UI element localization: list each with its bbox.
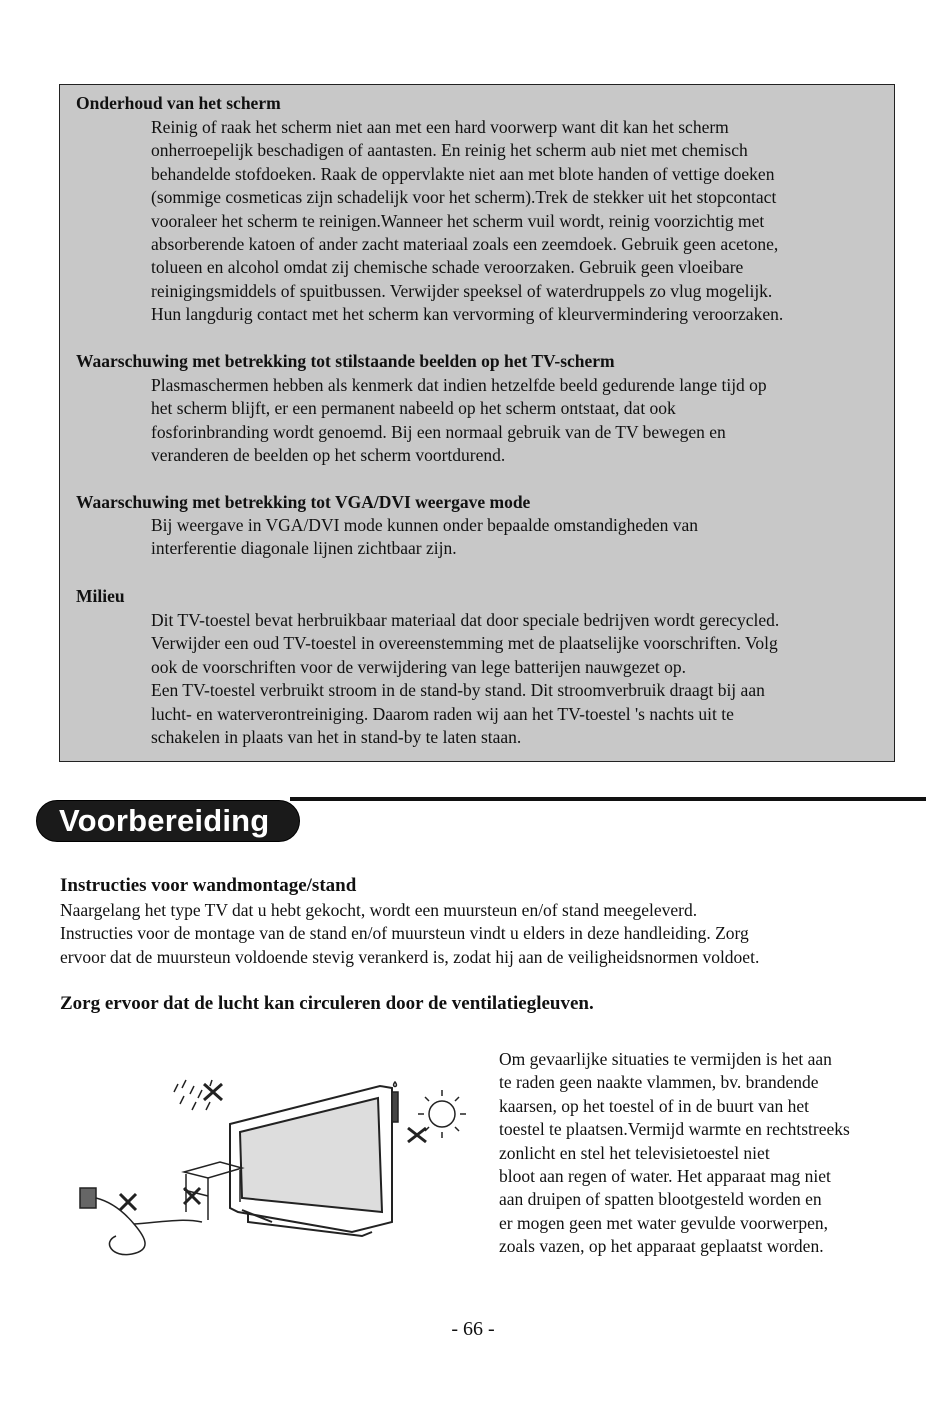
text-line: het scherm blijft, er een permanent nabeeld op het scherm ontstaat, dat ook [151, 398, 676, 419]
text-line: onherroepelijk beschadigen of aantasten. En reinig het scherm aub niet met chemisch [151, 140, 748, 161]
ventilation-title: Zorg ervoor dat de lucht kan circuleren door de ventilatiegleuven. [60, 993, 594, 1014]
section-body-static-images [151, 374, 891, 468]
wall-mount-body [60, 899, 890, 969]
section-body-vga-dvi [151, 514, 891, 561]
text-line: te raden geen naakte vlammen, bv. brandende [499, 1072, 819, 1093]
text-line: Naargelang het type TV dat u hebt gekocht, wordt een muursteun en/of stand meegeleverd. [60, 900, 698, 920]
text-line: Een TV-toestel verbruikt stroom in de stand-by stand. Dit stroomverbruik draagt bij aan [151, 680, 765, 701]
text-line: Hun langdurig contact met het scherm kan vervorming of kleurvermindering veroorzaken. [151, 304, 784, 325]
section-body-environment [151, 609, 891, 749]
text-line: Om gevaarlijke situaties te vermijden is het aan [499, 1049, 832, 1069]
text-line: toestel te plaatsen.Vermijd warmte en rechtstreeks [499, 1119, 850, 1140]
section-title-static-images: Waarschuwing met betrekking tot stilstaande beelden op het TV-scherm [76, 351, 615, 371]
page-number: - 66 - [451, 1318, 495, 1340]
text-line: ook de voorschriften voor de verwijdering van lege batterijen nauwgezet op. [151, 656, 687, 677]
text-line: fosforinbranding wordt genoemd. Bij een normaal gebruik van de TV bewegen en [151, 421, 726, 442]
text-line: tolueen en alcohol omdat zij chemische schade veroorzaken. Gebruik geen vloeibare [151, 257, 744, 278]
text-line: (sommige cosmeticas zijn schadelijk voor het scherm).Trek de stekker uit het stopcontact [151, 187, 777, 208]
text-line: behandelde stofdoeken. Raak de oppervlakte niet aan met blote handen of vettige doeken [151, 163, 775, 184]
section-title-vga-dvi: Waarschuwing met betrekking tot VGA/DVI weergave mode [76, 492, 531, 512]
text-line: zonlicht en stel het televisietoestel niet [499, 1142, 770, 1163]
text-line: interferentie diagonale lijnen zichtbaar zijn. [151, 538, 457, 559]
text-line: absorberende katoen of ander zacht materiaal zoals een zeemdoek. Gebruik geen acetone, [151, 234, 779, 255]
banner-title: Voorbereiding [59, 803, 270, 838]
text-line: schakelen in plaats van het in stand-by te laten staan. [151, 727, 522, 748]
power-plug-cross-icon [80, 1188, 202, 1255]
text-line: Reinig of raak het scherm niet aan met een hard voorwerp want dit kan het scherm [151, 117, 729, 137]
wall-mount-title: Instructies voor wandmontage/stand [60, 875, 357, 896]
text-line: Dit TV-toestel bevat herbruikbaar materiaal dat door speciale bedrijven wordt gerecycled. [151, 610, 780, 630]
maintenance-box [59, 84, 895, 762]
table-vase-cross-icon [184, 1162, 242, 1220]
safety-text [499, 1048, 919, 1259]
text-line: Verwijder een oud TV-toestel in overeenstemming met de plaatselijke voorschriften. Volg [151, 633, 778, 654]
banner-rule [290, 797, 926, 801]
sun-cross-icon [408, 1090, 466, 1142]
text-line: Plasmaschermen hebben als kenmerk dat indien hetzelfde beeld gedurende lange tijd op [151, 375, 767, 395]
text-line: Bij weergave in VGA/DVI mode kunnen onder bepaalde omstandigheden van [151, 515, 699, 535]
text-line: kaarsen, op het toestel of in de buurt van het [499, 1095, 810, 1116]
text-line: zoals vazen, op het apparaat geplaatst worden. [499, 1236, 824, 1257]
text-line: vooraleer het scherm te reinigen.Wanneer het scherm vuil wordt, reinig voorzichtig met [151, 210, 765, 231]
section-banner [36, 800, 300, 842]
text-line: Instructies voor de montage van de stand en/of muursteun vindt u elders in deze handleiding. Zorg [60, 923, 749, 944]
text-line: ervoor dat de muursteun voldoende stevig verankerd is, zodat hij aan de veiligheidsnormen voldoet. [60, 946, 760, 967]
text-line: lucht- en waterverontreiniging. Daarom raden wij aan het TV-toestel 's nachts uit te [151, 703, 734, 724]
section-title-screen-care: Onderhoud van het scherm [76, 93, 281, 113]
section-title-environment: Milieu [76, 586, 125, 606]
safety-illustration [72, 1072, 480, 1272]
text-line: aan druipen of spatten blootgesteld worden en [499, 1189, 822, 1210]
text-line: bloot aan regen of water. Het apparaat mag niet [499, 1166, 831, 1187]
text-line: veranderen de beelden op het scherm voortdurend. [151, 445, 506, 466]
section-body-screen-care [151, 116, 891, 327]
rain-cross-icon [174, 1080, 222, 1110]
text-line: reinigingsmiddels of spuitbussen. Verwijder speeksel of waterdruppels zo vlug mogelijk. [151, 280, 773, 301]
text-line: er mogen geen met water gevulde voorwerpen, [499, 1212, 828, 1233]
tv-icon [230, 1086, 392, 1236]
